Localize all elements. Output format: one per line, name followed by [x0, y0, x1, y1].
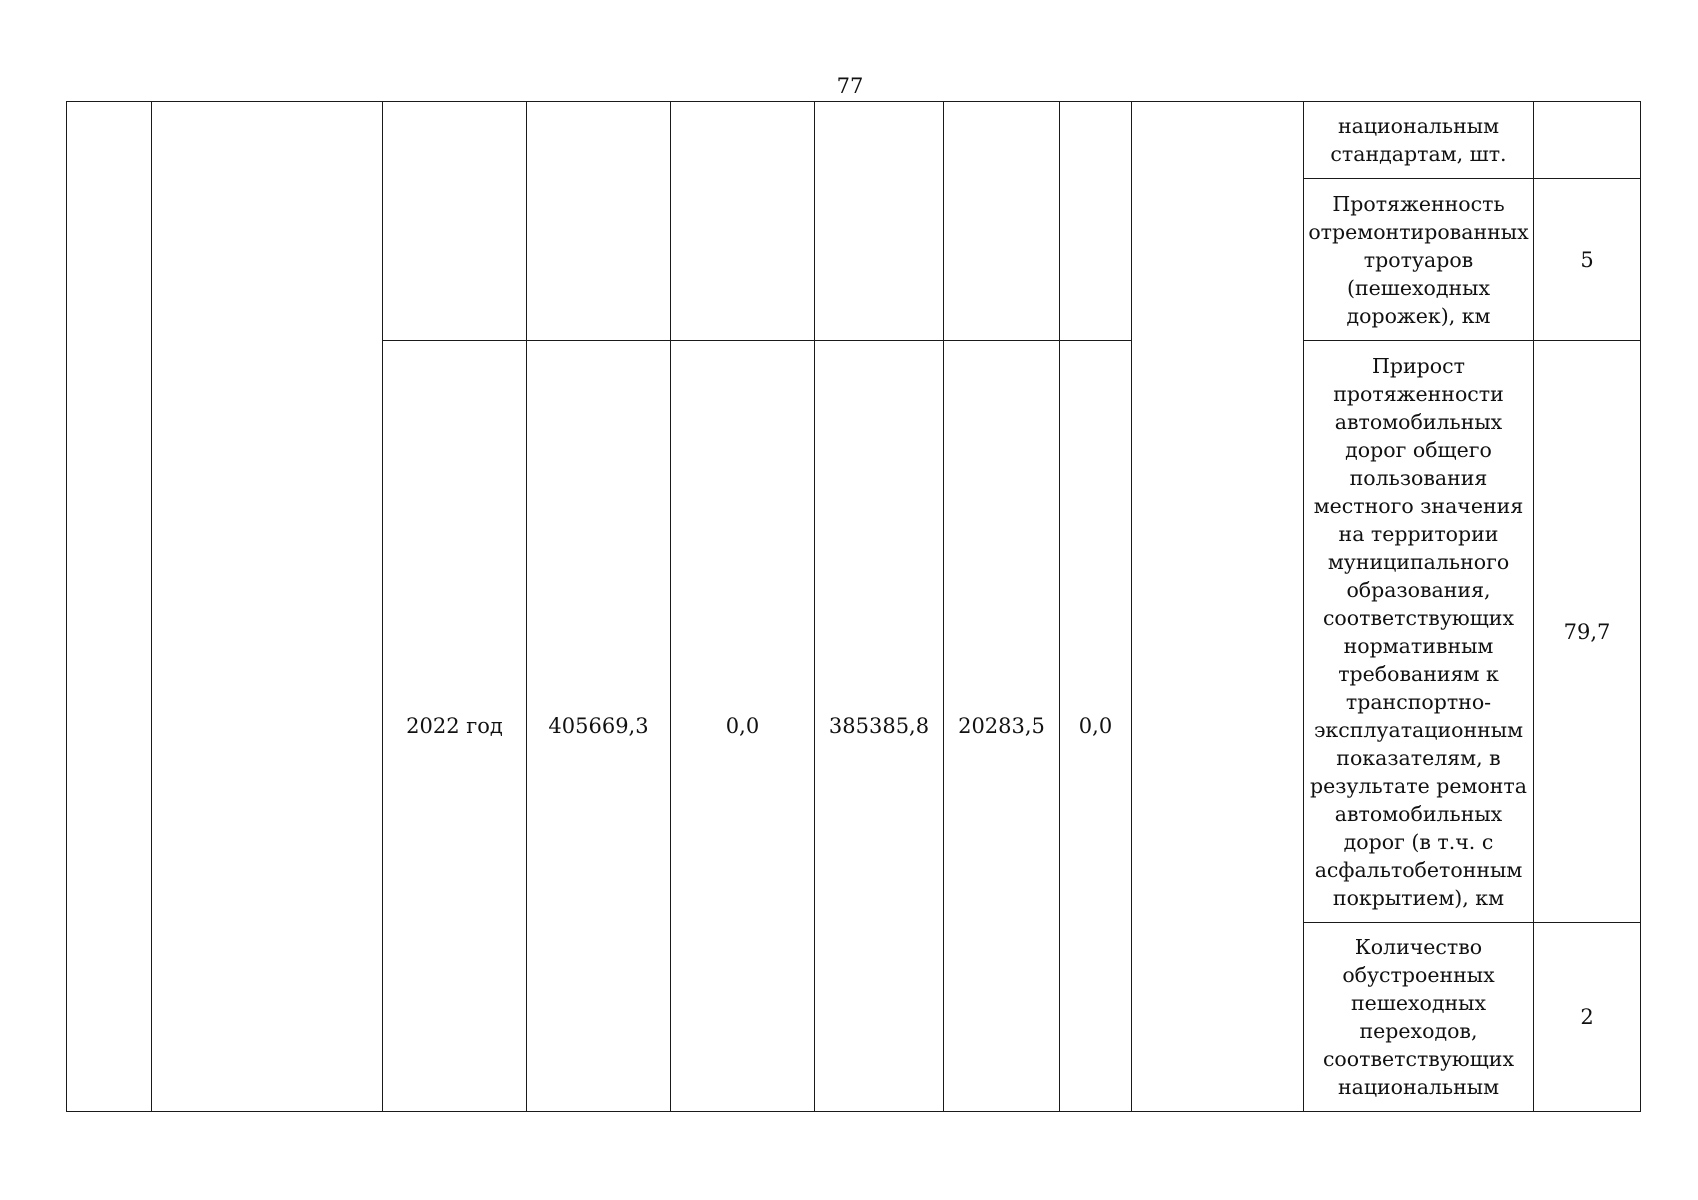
total-cell: 405669,3	[527, 341, 671, 1112]
year-cell: 2022 год	[383, 341, 527, 1112]
funding-cell: 385385,8	[815, 341, 944, 1112]
year-cell-empty	[383, 102, 527, 341]
funding-cell: 0,0	[1060, 341, 1132, 1112]
measure-name-cell	[152, 102, 383, 1112]
table-row	[67, 102, 1641, 179]
indicator-value	[1534, 102, 1641, 179]
indicator-value: 2	[1534, 923, 1641, 1112]
funding-cell: 20283,5	[944, 341, 1060, 1112]
funding-cell-empty	[944, 102, 1060, 341]
indicator-name: Прирост протяженности автомобильных дорог общего пользования местного значения на территории муниципального образования, соответствующих нормативным требованиям к транспортно-эксплуатационным показателям, в результате ремонта автомобильных дорог (в т.ч. с асфальтобетонным покрытием), км	[1304, 341, 1534, 923]
indicator-name: Количество обустроенных пешеходных переходов, соответствующих национальным	[1304, 923, 1534, 1112]
funding-cell: 0,0	[671, 341, 815, 1112]
row-number-cell	[67, 102, 152, 1112]
executor-cell	[1132, 102, 1304, 1112]
indicator-name: Протяженность отремонтированных тротуаров (пешеходных дорожек), км	[1304, 179, 1534, 341]
page-number: 77	[836, 74, 864, 98]
indicator-value: 79,7	[1534, 341, 1641, 923]
indicator-name: национальным стандартам, шт.	[1304, 102, 1534, 179]
funding-cell-empty	[671, 102, 815, 341]
program-funding-table	[66, 101, 1641, 1112]
total-cell-empty	[527, 102, 671, 341]
funding-cell-empty	[1060, 102, 1132, 341]
funding-cell-empty	[815, 102, 944, 341]
indicator-value: 5	[1534, 179, 1641, 341]
